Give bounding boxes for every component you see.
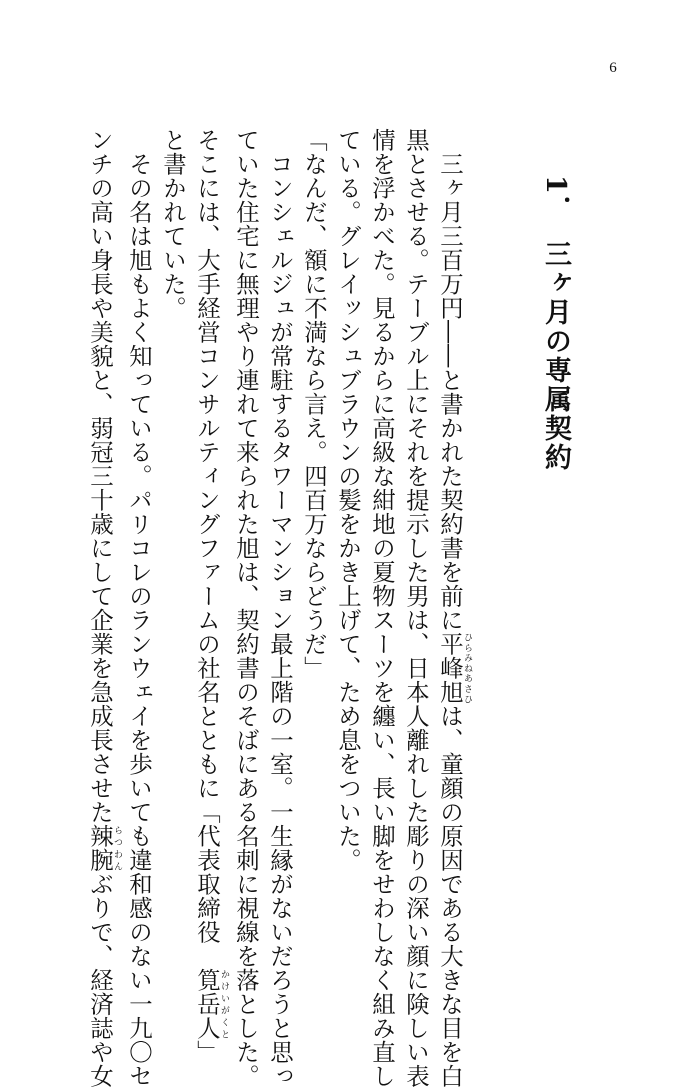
text-line-8: そこには、大手経営コンサルティングファームの社名とともに「代表取締役 筧岳人かけいがくと」 — [193, 128, 229, 1064]
text-line-9: と書かれていた。 — [159, 128, 187, 320]
ruby-annotation: 辣腕らつわん — [86, 824, 122, 872]
ruby-annotation: 平峰旭ひらみねあさひ — [436, 631, 472, 704]
chapter-title: 1． 三ヶ月の専属契約 — [540, 175, 571, 473]
page-number: 6 — [609, 60, 617, 76]
text-line-2: 黒とさせる。テーブル上にそれを提示した男は、日本人離れした彫りの深い顔に険しい表 — [402, 128, 430, 1088]
text-line-10: その名は旭もよく知っている。パリコレのランウェイを歩いても違和感のない一九〇セ — [125, 128, 153, 1088]
body-text — [86, 128, 472, 1088]
text-line-1: 三ヶ月三百万円――と書かれた契約書を前に平峰旭ひらみねあさひは、童顔の原因である大きな目を白 — [436, 128, 472, 1088]
ruby-annotation: 筧岳人かけいがくと — [193, 968, 229, 1040]
text-line-4: ている。グレイッシュブラウンの髪をかき上げて、ため息をついた。 — [334, 128, 362, 872]
text-line-7: ていた住宅に無理やり連れて来られた旭は、契約書のそばにある名刺に視線を落とした。 — [232, 128, 260, 1088]
text-line-6: コンシェルジュが常駐するタワーマンション最上階の一室。一生縁がないだろうと思っ — [266, 128, 294, 1088]
text-line-11: ンチの高い身長や美貌と、弱冠三十歳にして企業を急成長させた辣腕らつわんぶりで、経済誌や女 — [86, 128, 122, 1088]
text-line-3: 情を浮かべた。見るからに高級な紺地の夏物スーツを纏い、長い脚をせわしなく組み直し — [368, 128, 396, 1088]
text-line-5: 「なんだ、額に不満なら言え。四百万ならどうだ」 — [300, 128, 328, 680]
